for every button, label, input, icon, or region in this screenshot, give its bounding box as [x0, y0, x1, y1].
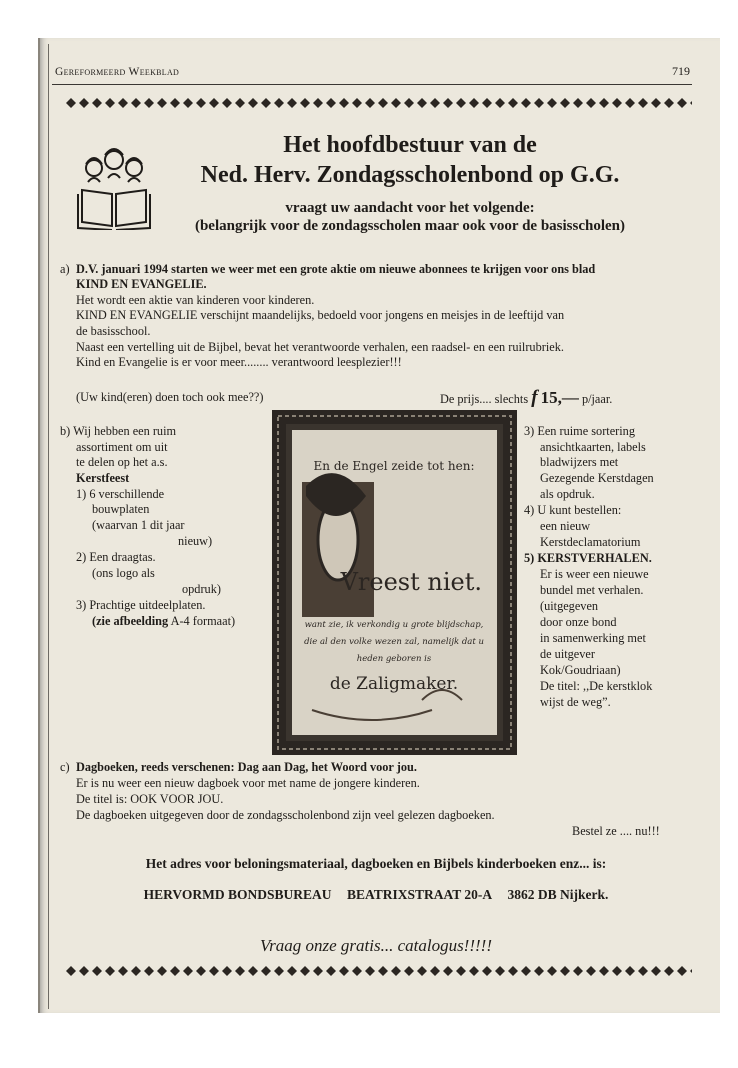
address-org: HERVORMD BONDSBUREAU — [143, 887, 332, 902]
diamond-ornament — [66, 98, 76, 108]
section-b-line: Kerstfeest — [76, 471, 130, 485]
illustration-top-text: En de Engel zeide tot hen: — [313, 459, 475, 473]
diamond-ornament — [534, 966, 544, 976]
diamond-ornament — [326, 966, 336, 976]
section-c-line4: De dagboeken uitgegeven door de zondagsscholenbond zijn veel gelezen dagboeken. — [76, 808, 495, 822]
diamond-ornament — [547, 966, 557, 976]
catalog-line: Vraag onze gratis... catalogus!!!!! — [260, 936, 492, 955]
section-a-marker: a) — [60, 262, 70, 276]
diamond-ornament — [66, 966, 76, 976]
diamond-ornament — [560, 98, 570, 108]
section-b-last-line — [92, 614, 235, 630]
price-symbol: f — [531, 387, 538, 408]
diamond-ornament — [365, 98, 375, 108]
diamond-ornament — [222, 98, 232, 108]
diamond-ornament — [534, 98, 544, 108]
subtitle-line-1: vraagt uw aandacht voor het volgende: — [285, 200, 535, 216]
diamond-ornament — [521, 966, 531, 976]
section-c-line2: Er is nu weer een nieuw dagboek voor met name de jongere kinderen. — [76, 776, 420, 790]
illustration-body-2: die al den volke wezen zal, namelijk dat u — [304, 637, 484, 647]
section-a-line4: KIND EN EVANGELIE verschijnt maandelijks, bedoeld voor jongens en meisjes in de leeftijd van — [76, 308, 565, 322]
diamond-ornament — [456, 98, 466, 108]
right-col-line: 3) Een ruime sortering — [524, 424, 635, 438]
diamond-ornament — [157, 98, 167, 108]
diamond-ornament — [599, 98, 609, 108]
section-b-line: (ons logo als — [92, 566, 155, 580]
address-street: BEATRIXSTRAAT 20-A — [346, 887, 493, 902]
right-col-line: door onze bond — [540, 615, 617, 629]
diamond-ornament — [612, 966, 622, 976]
section-b-line: 1) 6 verschillende — [76, 487, 165, 501]
section-a-line5: de basisschool. — [76, 324, 151, 338]
diamond-ornament — [638, 966, 648, 976]
section-a-line3: Het wordt een aktie van kinderen voor kinderen. — [76, 293, 315, 307]
diamond-ornament — [157, 966, 167, 976]
diamond-ornament — [664, 98, 674, 108]
diamond-ornament — [404, 98, 414, 108]
diamond-ornament — [144, 98, 154, 108]
diamond-ornament — [287, 966, 297, 976]
price-line — [440, 387, 612, 409]
section-b-last-bold: (zie afbeelding — [92, 614, 169, 628]
diamond-ornament — [495, 98, 505, 108]
diamond-ornament — [586, 966, 596, 976]
section-c-line3: De titel is: OOK VOOR JOU. — [76, 792, 224, 806]
diamond-ornament — [287, 98, 297, 108]
header-rule — [52, 84, 692, 85]
diamond-ornament — [690, 98, 692, 108]
diamond-ornament — [417, 98, 427, 108]
section-b-line: nieuw) — [178, 534, 213, 548]
diamond-ornament — [183, 98, 193, 108]
diamond-ornament — [79, 966, 89, 976]
diamond-ornament — [131, 966, 141, 976]
right-col-line: bundel met verhalen. — [540, 583, 644, 597]
right-col-line: De titel: ,,De kerstklok — [540, 679, 653, 693]
diamond-ornament — [651, 966, 661, 976]
diamond-ornament — [651, 98, 661, 108]
diamond-ornament — [482, 966, 492, 976]
diamond-ornament — [222, 966, 232, 976]
diamond-ornament — [677, 966, 687, 976]
right-col-line: Er is weer een nieuwe — [540, 567, 649, 581]
address-line — [60, 887, 692, 903]
diamond-ornament — [339, 966, 349, 976]
diamond-ornament — [495, 966, 505, 976]
section-b-line: te delen op het a.s. — [76, 455, 168, 469]
diamond-ornament — [352, 966, 362, 976]
illustration-body-3: heden geboren is — [356, 654, 432, 664]
right-col-line: Kerstdeclamatorium — [540, 535, 641, 549]
diamond-ornament — [313, 98, 323, 108]
diamond-ornament — [300, 966, 310, 976]
diamond-ornament — [131, 98, 141, 108]
illustration-big-text: Vreest niet. — [340, 568, 482, 596]
diamond-ornament — [105, 966, 115, 976]
diamond-ornament — [391, 98, 401, 108]
diamond-ornament — [196, 98, 206, 108]
diamond-ornament — [469, 966, 479, 976]
diamond-ornament — [599, 966, 609, 976]
diamond-ornament — [482, 98, 492, 108]
diamond-ornament — [235, 966, 245, 976]
right-col-line: (uitgegeven — [540, 599, 599, 613]
section-a-line2: KIND EN EVANGELIE. — [76, 277, 207, 291]
diamond-ornament — [352, 98, 362, 108]
illustration-frame — [272, 410, 517, 755]
section-a-line6: Naast een vertelling uit de Bijbel, bevat het verantwoorde verhalen, een raadsel- en een ruilrubriek. — [76, 340, 564, 354]
diamond-ornament — [339, 98, 349, 108]
diamond-ornament — [118, 966, 128, 976]
title-line-2: Ned. Herv. Zondagsscholenbond op G.G. — [200, 162, 620, 188]
diamond-ornament — [391, 966, 401, 976]
right-col-line: 5) KERSTVERHALEN. — [524, 551, 652, 565]
right-col-line: 4) U kunt bestellen: — [524, 503, 622, 517]
diamond-ornament — [183, 966, 193, 976]
section-c-line1: Dagboeken, reeds verschenen: Dag aan Dag, het Woord voor jou. — [76, 760, 417, 774]
diamond-ornament — [508, 966, 518, 976]
diamond-ornament — [625, 98, 635, 108]
diamond-ornament — [248, 98, 258, 108]
diamond-ornament — [170, 966, 180, 976]
diamond-ornament — [586, 98, 596, 108]
diamond-ornament — [144, 966, 154, 976]
address-intro: Het adres voor beloningsmateriaal, dagboeken en Bijbels kinderboeken enz... is: — [145, 856, 607, 871]
diamond-ornament — [274, 966, 284, 976]
diamond-ornament — [274, 98, 284, 108]
diamond-ornament — [573, 98, 583, 108]
section-c-line5: Bestel ze .... nu!!! — [572, 824, 660, 838]
diamond-ornament — [573, 966, 583, 976]
diamond-ornament — [365, 966, 375, 976]
diamond-ornament — [261, 98, 271, 108]
diamond-ornament — [170, 98, 180, 108]
right-col-line: een nieuw — [540, 519, 591, 533]
right-col-line: Kok/Goudriaan) — [540, 663, 621, 677]
diamond-ornament — [209, 966, 219, 976]
price-amount: 15,— — [540, 388, 579, 407]
diamond-ornament — [469, 98, 479, 108]
diamond-ornament — [443, 98, 453, 108]
diamond-ornament — [326, 98, 336, 108]
diamond-ornament — [261, 966, 271, 976]
section-a-line7: Kind en Evangelie is er voor meer........ verantwoord leesplezier!!! — [76, 355, 402, 369]
illustration-body-4: de Zaligmaker. — [329, 674, 459, 694]
section-b-line: (waarvan 1 dit jaar — [92, 518, 185, 532]
diamond-ornament — [430, 98, 440, 108]
diamond-ornament — [456, 966, 466, 976]
diamond-ornament — [677, 98, 687, 108]
diamond-border-top — [60, 96, 692, 110]
section-b-line: b) Wij hebben een ruim — [60, 424, 177, 438]
right-col-line: wijst de weg”. — [540, 695, 611, 709]
section-b-line: 2) Een draagtas. — [76, 550, 156, 564]
section-b-line: assortiment om uit — [76, 440, 168, 454]
right-col-line: als opdruk. — [540, 487, 595, 501]
diamond-ornament — [79, 98, 89, 108]
diamond-ornament — [443, 966, 453, 976]
diamond-ornament — [508, 98, 518, 108]
right-col-line: bladwijzers met — [540, 455, 619, 469]
diamond-ornament — [378, 98, 388, 108]
diamond-ornament — [612, 98, 622, 108]
diamond-ornament — [235, 98, 245, 108]
diamond-ornament — [430, 966, 440, 976]
section-b-line: bouwplaten — [92, 502, 150, 516]
diamond-ornament — [417, 966, 427, 976]
diamond-ornament — [118, 98, 128, 108]
title-line-1: Het hoofdbestuur van de — [283, 132, 537, 158]
diamond-ornament — [196, 966, 206, 976]
diamond-ornament — [209, 98, 219, 108]
diamond-ornament — [664, 966, 674, 976]
diamond-ornament — [92, 966, 102, 976]
right-col-line: de uitgever — [540, 647, 595, 661]
right-col-line: Gezegende Kerstdagen — [540, 471, 654, 485]
diamond-ornament — [547, 98, 557, 108]
section-c-marker: c) — [60, 760, 70, 774]
diamond-ornament — [300, 98, 310, 108]
right-col-line: in samenwerking met — [540, 631, 646, 645]
diamond-ornament — [625, 966, 635, 976]
diamond-ornament — [92, 98, 102, 108]
subtitle-line-2: (belangrijk voor de zondagsscholen maar ook voor de basisscholen) — [194, 218, 626, 234]
diamond-ornament — [248, 966, 258, 976]
section-b-line: 3) Prachtige uitdeelplaten. — [76, 598, 206, 612]
diamond-ornament — [404, 966, 414, 976]
diamond-ornament — [521, 98, 531, 108]
diamond-ornament — [560, 966, 570, 976]
section-b-last-rest: A-4 formaat) — [170, 614, 236, 628]
diamond-ornament — [690, 966, 692, 976]
running-header: Gereformeerd Weekblad — [55, 66, 180, 78]
section-a-line1: D.V. januari 1994 starten we weer met een grote aktie om nieuwe abonnees te krijgen voor ons blad — [76, 262, 596, 276]
diamond-ornament — [638, 98, 648, 108]
address-city: 3862 DB Nijkerk. — [507, 887, 609, 902]
right-col-line: ansichtkaarten, labels — [540, 440, 646, 454]
section-a-question: (Uw kind(eren) doen toch ook mee??) — [76, 390, 264, 404]
illustration-body-1: want zie, ik verkondig u grote blijdschap, — [304, 620, 484, 630]
diamond-ornament — [313, 966, 323, 976]
section-b-line: opdruk) — [182, 582, 221, 596]
price-suffix: p/jaar. — [581, 392, 613, 406]
diamond-ornament — [378, 966, 388, 976]
diamond-border-bottom — [60, 964, 692, 978]
page-number: 719 — [672, 64, 690, 78]
diamond-ornament — [105, 98, 115, 108]
margin-line — [48, 44, 49, 1009]
price-prefix: De prijs.... slechts — [440, 392, 529, 406]
